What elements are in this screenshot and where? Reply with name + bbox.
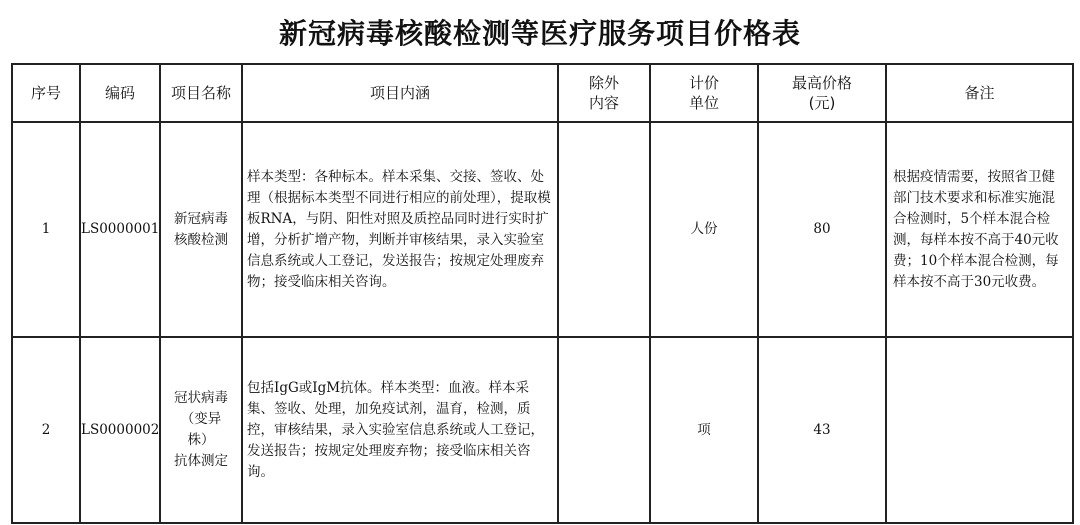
cell-unit: 人份 [650,122,758,337]
cell-exclusions [558,337,650,523]
cell-content: 包括IgG或IgM抗体。样本类型：血液。样本采集、签收、处理，加免疫试剂，温育，检测，质控，审核结果，录入实验室信息系统或人工登记，发送报告；按规定处理废弃物；接受临床相关咨询。 [242,337,558,523]
cell-exclusions [558,122,650,337]
cell-unit: 项 [650,337,758,523]
price-table [11,63,1074,524]
cell-index: 2 [12,337,80,523]
header-name: 项目名称 [160,64,242,122]
cell-name: 新冠病毒 核酸检测 [160,122,242,337]
cell-notes: 根据疫情需要，按照省卫健部门技术要求和标准实施混合检测时，5个样本混合检测，每样本按不高于40元收费；10个样本混合检测，每样本按不高于30元收费。 [886,122,1073,337]
cell-notes [886,337,1073,523]
table-row [12,122,1073,337]
page-title: 新冠病毒核酸检测等医疗服务项目价格表 [278,17,801,50]
header-unit: 计价 单位 [650,64,758,122]
header-row [12,64,1073,122]
header-notes: 备注 [886,64,1073,122]
table-row [12,337,1073,523]
cell-code: LS0000002 [80,337,160,523]
header-exclusions: 除外 内容 [558,64,650,122]
cell-max-price: 80 [758,122,886,337]
cell-name: 冠状病毒 （变异 株） 抗体测定 [160,337,242,523]
cell-max-price: 43 [758,337,886,523]
cell-index: 1 [12,122,80,337]
header-content: 项目内涵 [242,64,558,122]
cell-content: 样本类型：各种标本。样本采集、交接、签收、处理（根据标本类型不同进行相应的前处理），提取模板RNA，与阴、阳性对照及质控品同时进行实时扩增，分析扩增产物，判断并审核结果，录入实验室信息系统或人工登记，发送报告；按规定处理废弃物；接受临床相关咨询。 [242,122,558,337]
header-index: 序号 [12,64,80,122]
header-code: 编码 [80,64,160,122]
header-max-price: 最高价格 (元) [758,64,886,122]
cell-code: LS0000001 [80,122,160,337]
